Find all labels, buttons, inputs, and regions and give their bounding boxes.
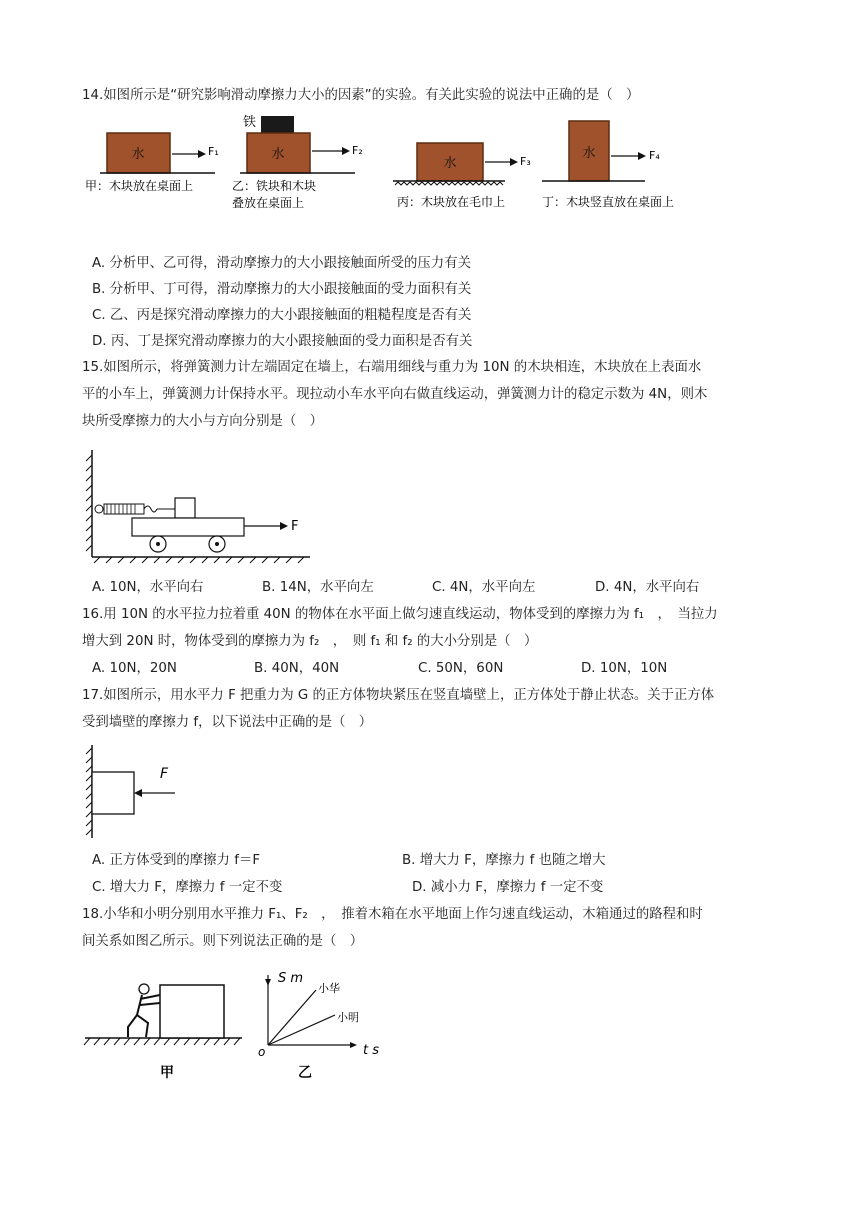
q17-option-c[interactable]: C. 增大力 F，摩擦力 f 一定不变 bbox=[92, 880, 283, 895]
q16-option-b[interactable]: B. 40N，40N bbox=[254, 661, 340, 676]
q16-stem-line1: 16.用 10N 的水平拉力拉着重 40N 的物体在水平面上做匀速直线运动，物体受到的摩擦力为 f₁ ， 当拉力 bbox=[82, 607, 718, 622]
q14-option-c[interactable]: C. 乙、丙是探究滑动摩擦力的大小跟接触面的粗糙程度是否有关 bbox=[92, 308, 472, 323]
force-f4-label: F₄ bbox=[649, 149, 660, 162]
caption-d: 丁：木块竖直放在桌面上 bbox=[542, 195, 675, 209]
q15-figure bbox=[80, 445, 320, 570]
force-f-label: F bbox=[291, 519, 299, 534]
q17-stem-line1: 17.如图所示，用水平力 F 把重力为 G 的正方体物块紧压在竖直墙壁上，正方体处于静止状态。关于正方体 bbox=[82, 688, 715, 703]
block-label-d: 水 bbox=[582, 146, 596, 161]
q15-option-a[interactable]: A. 10N，水平向右 bbox=[92, 580, 204, 595]
cart bbox=[132, 518, 244, 536]
iron-label: 铁 bbox=[243, 115, 257, 130]
fig-b-iron-on-block bbox=[232, 114, 363, 210]
line-xiaohua-label: 小华 bbox=[318, 982, 340, 995]
axis-x-label: t s bbox=[363, 1043, 380, 1058]
caption-yi: 乙 bbox=[298, 1065, 312, 1081]
q18-figure bbox=[80, 965, 400, 1090]
caption-b2: 叠放在桌面上 bbox=[232, 196, 305, 210]
q14-option-b[interactable]: B. 分析甲、丁可得，滑动摩擦力的大小跟接触面的受力面积有关 bbox=[92, 282, 472, 297]
axis-y-label: S m bbox=[278, 971, 304, 986]
block-label-b: 水 bbox=[271, 147, 285, 162]
fig-a-block-on-table bbox=[85, 133, 219, 193]
q17-figure bbox=[80, 742, 190, 842]
force-f2-label: F₂ bbox=[352, 144, 363, 157]
q16-option-d[interactable]: D. 10N，10N bbox=[581, 661, 668, 676]
q14-stem: 14.如图所示是“研究影响滑动摩擦力大小的因素”的实验。有关此实验的说法中正确的是（ ） bbox=[82, 88, 640, 103]
fig-jia-push-box bbox=[84, 984, 242, 1081]
spring-scale bbox=[95, 504, 157, 514]
q16-option-c[interactable]: C. 50N，60N bbox=[418, 661, 504, 676]
q14-option-d[interactable]: D. 丙、丁是探究滑动摩擦力的大小跟接触面的受力面积是否有关 bbox=[92, 334, 473, 349]
q15-stem-line2: 平的小车上，弹簧测力计保持水平。现拉动小车水平向右做直线运动，弹簧测力计的稳定示数为 4N，则木 bbox=[82, 387, 708, 402]
q14-figure bbox=[80, 110, 720, 220]
q15-option-c[interactable]: C. 4N，水平向左 bbox=[432, 580, 536, 595]
caption-c: 丙：木块放在毛巾上 bbox=[397, 195, 506, 209]
line-xiaohua bbox=[268, 990, 316, 1045]
origin-label: o bbox=[258, 1045, 266, 1059]
force-f1-label: F₁ bbox=[208, 145, 219, 158]
cube-block bbox=[92, 772, 134, 814]
fig-yi-st-graph bbox=[258, 971, 379, 1081]
q15-stem-line1: 15.如图所示，将弹簧测力计左端固定在墙上，右端用细线与重力为 10N 的木块相连，木块放在上表面水 bbox=[82, 360, 702, 375]
caption-a: 甲：木块放在桌面上 bbox=[85, 179, 194, 193]
caption-jia: 甲 bbox=[160, 1065, 174, 1081]
fig-d-block-vertical bbox=[542, 121, 674, 209]
caption-b1: 乙：铁块和木块 bbox=[232, 179, 317, 193]
q17-option-b[interactable]: B. 增大力 F，摩擦力 f 也随之增大 bbox=[402, 853, 606, 868]
block-label-a: 水 bbox=[131, 147, 145, 162]
q16-option-a[interactable]: A. 10N，20N bbox=[92, 661, 177, 676]
q15-stem-line3: 块所受摩擦力的大小与方向分别是（ ） bbox=[82, 414, 324, 429]
q18-stem-line2: 间关系如图乙所示。则下列说法正确的是（ ） bbox=[82, 934, 364, 949]
fig-c-block-on-towel bbox=[393, 143, 531, 209]
block-label-c: 水 bbox=[443, 156, 457, 171]
wooden-block bbox=[175, 498, 195, 518]
q15-option-b[interactable]: B. 14N，水平向左 bbox=[262, 580, 374, 595]
q17-option-d[interactable]: D. 减小力 F，摩擦力 f 一定不变 bbox=[412, 880, 604, 895]
q14-option-a[interactable]: A. 分析甲、乙可得，滑动摩擦力的大小跟接触面所受的压力有关 bbox=[92, 256, 471, 271]
q17-option-a[interactable]: A. 正方体受到的摩擦力 f＝F bbox=[92, 853, 261, 868]
q17-stem-line2: 受到墙壁的摩擦力 f，以下说法中正确的是（ ） bbox=[82, 715, 373, 730]
line-xiaoming bbox=[268, 1015, 335, 1045]
line-xiaoming-label: 小明 bbox=[337, 1011, 359, 1024]
q15-option-d[interactable]: D. 4N，水平向右 bbox=[595, 580, 700, 595]
force-f-label: F bbox=[160, 766, 169, 782]
force-f3-label: F₃ bbox=[520, 155, 531, 168]
q18-stem-line1: 18.小华和小明分别用水平推力 F₁、F₂ ， 推着木箱在水平地面上作匀速直线运动，木箱通过的路程和时 bbox=[82, 907, 703, 922]
q16-stem-line2: 增大到 20N 时，物体受到的摩擦力为 f₂ ， 则 f₁ 和 f₂ 的大小分别是（ ） bbox=[82, 634, 538, 649]
